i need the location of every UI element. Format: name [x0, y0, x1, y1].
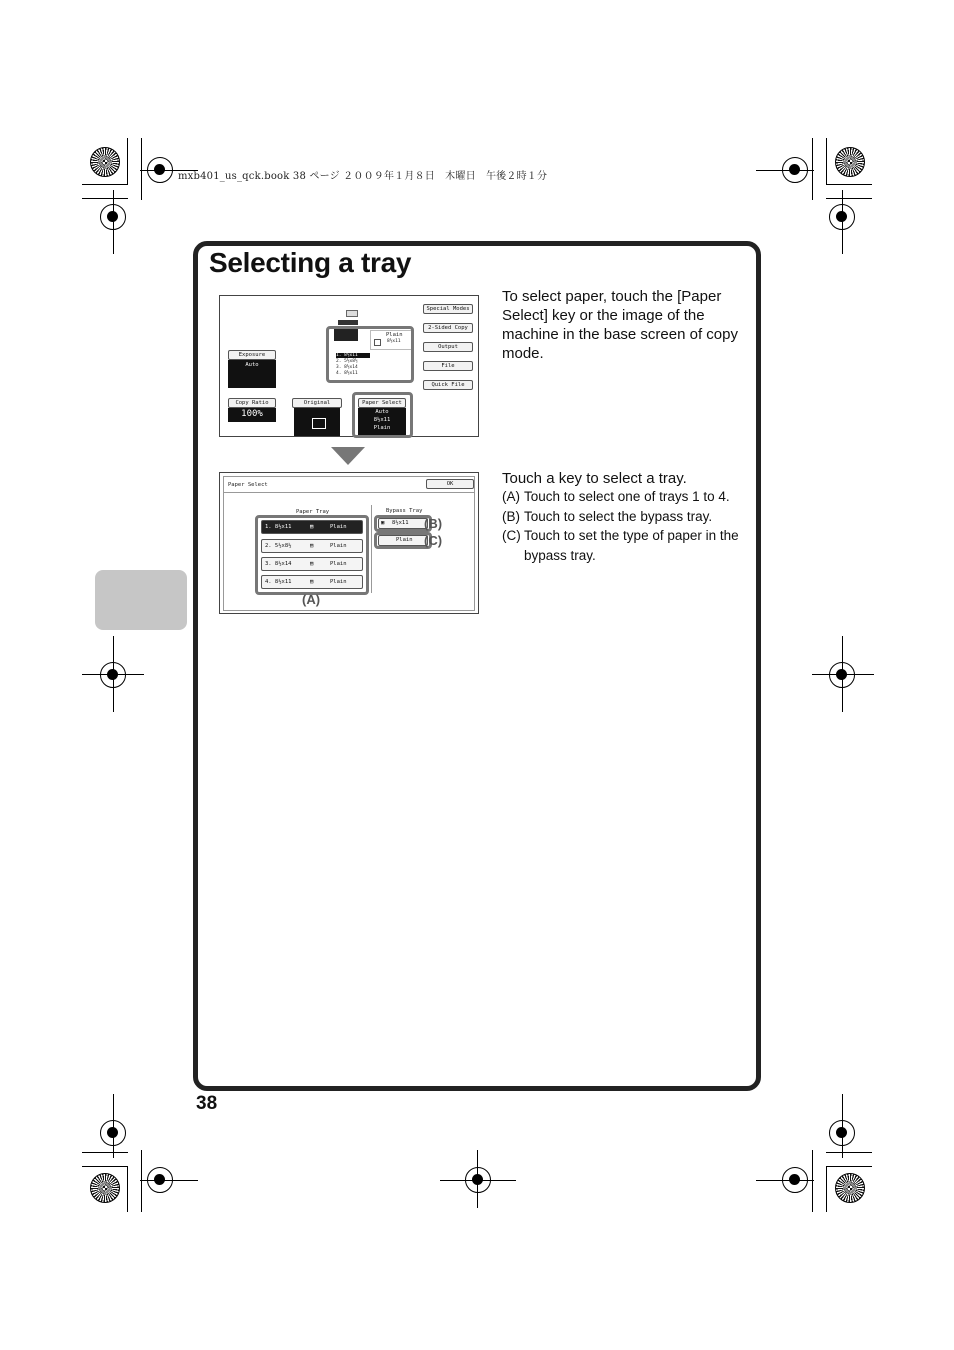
copy-ratio-button[interactable]: 100%: [228, 408, 276, 422]
machine-highlight: [326, 326, 414, 383]
list-item: (A) Touch to select one of trays 1 to 4.: [502, 489, 730, 504]
paper-select-highlight: [352, 392, 413, 438]
bypass-tray-key[interactable]: ▣ 8½x11: [378, 518, 428, 529]
two-sided-copy-button[interactable]: 2-Sided Copy: [423, 323, 473, 333]
paper-select-button[interactable]: Auto 8½x11 Plain: [358, 408, 406, 436]
copy-ratio-label: Copy Ratio: [228, 398, 276, 408]
list-item: (C) Touch to set the type of paper in the bypass tray.: [502, 528, 739, 563]
bypass-paper-icon: ▣: [381, 520, 385, 526]
registration-starburst-icon: [835, 147, 865, 177]
page-number: 38: [196, 1093, 218, 1114]
registration-starburst-icon: [835, 1173, 865, 1203]
paper-select-title: Paper Select: [228, 482, 268, 488]
registration-starburst-icon: [90, 1173, 120, 1203]
step2-list: [502, 487, 756, 565]
callout-a: (A): [302, 592, 321, 607]
trays-highlight: [255, 515, 369, 595]
file-button[interactable]: File: [423, 361, 473, 371]
paper-tray-label: Paper Tray: [296, 509, 330, 515]
callout-c: (C): [424, 533, 443, 548]
original-label: Original: [292, 398, 342, 408]
tray-icon: ▤: [310, 561, 314, 567]
exposure-button[interactable]: Auto: [228, 360, 276, 388]
page-title: Selecting a tray: [209, 247, 412, 278]
original-document-icon: [312, 418, 326, 429]
chapter-tab: [95, 570, 187, 630]
bypass-type-key[interactable]: Plain: [378, 535, 428, 546]
exposure-label: Exposure: [228, 350, 276, 360]
bypass-tray-label: Bypass Tray: [386, 508, 423, 514]
registration-starburst-icon: [90, 147, 120, 177]
bypass-info: Plain 8½x11: [370, 330, 412, 350]
tray-icon: ▤: [310, 524, 314, 530]
tray-3-key[interactable]: 3. 8½x14 ▤ Plain: [261, 557, 363, 571]
copy-base-screen: [219, 295, 479, 437]
callout-b: (B): [424, 516, 443, 531]
tray-2-key[interactable]: 2. 5½x8½ ▤ Plain: [261, 539, 363, 553]
step2-intro: Touch a key to select a tray.: [502, 470, 687, 487]
paper-select-screen: [219, 472, 479, 614]
tray-icon: ▤: [310, 543, 314, 549]
special-modes-button[interactable]: Special Modes: [423, 304, 473, 314]
ok-button[interactable]: OK: [426, 479, 474, 489]
tray-4-key[interactable]: 4. 8½x11 ▤ Plain: [261, 575, 363, 589]
list-item: (B) Touch to select the bypass tray.: [502, 508, 713, 524]
print-info-header: mxb401_us_qck.book 38 ページ ２００９年１月８日 木曜日 午後２時１分: [178, 171, 548, 182]
original-button[interactable]: [294, 408, 340, 436]
tray-status-list[interactable]: 1. 8½x11 2. 5½x8½ 3. 8½x14 4. 8½x11: [336, 353, 370, 379]
paper-select-label: Paper Select: [358, 398, 406, 408]
step1-text: To select paper, touch the [Paper Select] key or the image of the machine in the base screen of copy mode.: [502, 288, 738, 362]
quick-file-button[interactable]: Quick File: [423, 380, 473, 390]
output-button[interactable]: Output: [423, 342, 473, 352]
down-arrow-icon: [331, 447, 365, 465]
tray-1-key[interactable]: 1. 8½x11 ▤ Plain: [261, 520, 363, 534]
tray-icon: ▤: [310, 579, 314, 585]
